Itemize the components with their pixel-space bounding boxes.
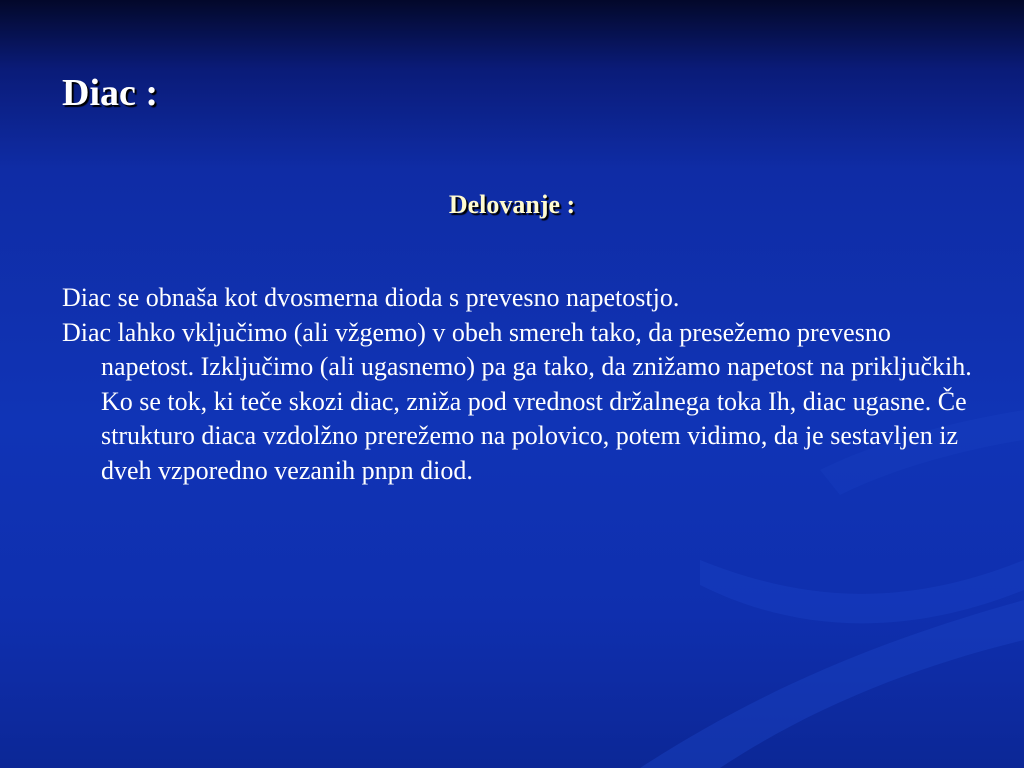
body-paragraph-1: Diac se obnaša kot dvosmerna dioda s prevesno napetostjo.: [62, 283, 680, 312]
slide-body: [62, 281, 972, 488]
body-paragraph-2: Diac lahko vključimo (ali vžgemo) v obeh smereh tako, da presežemo prevesno napetost. Izključimo (ali ugasnemo) pa ga tako, da znižamo napetost na priključkih. Ko se tok, ki teče skozi diac, zniža pod vrednost držalnega toka Ih, diac ugasne. Če strukturo diaca vzdolžno prerežemo na polovico, potem vidimo, da je sestavljen iz dveh vzporedno vezanih pnpn diod.: [62, 317, 972, 485]
slide-title: Diac :: [62, 72, 159, 114]
slide-subtitle: Delovanje :: [448, 190, 576, 219]
